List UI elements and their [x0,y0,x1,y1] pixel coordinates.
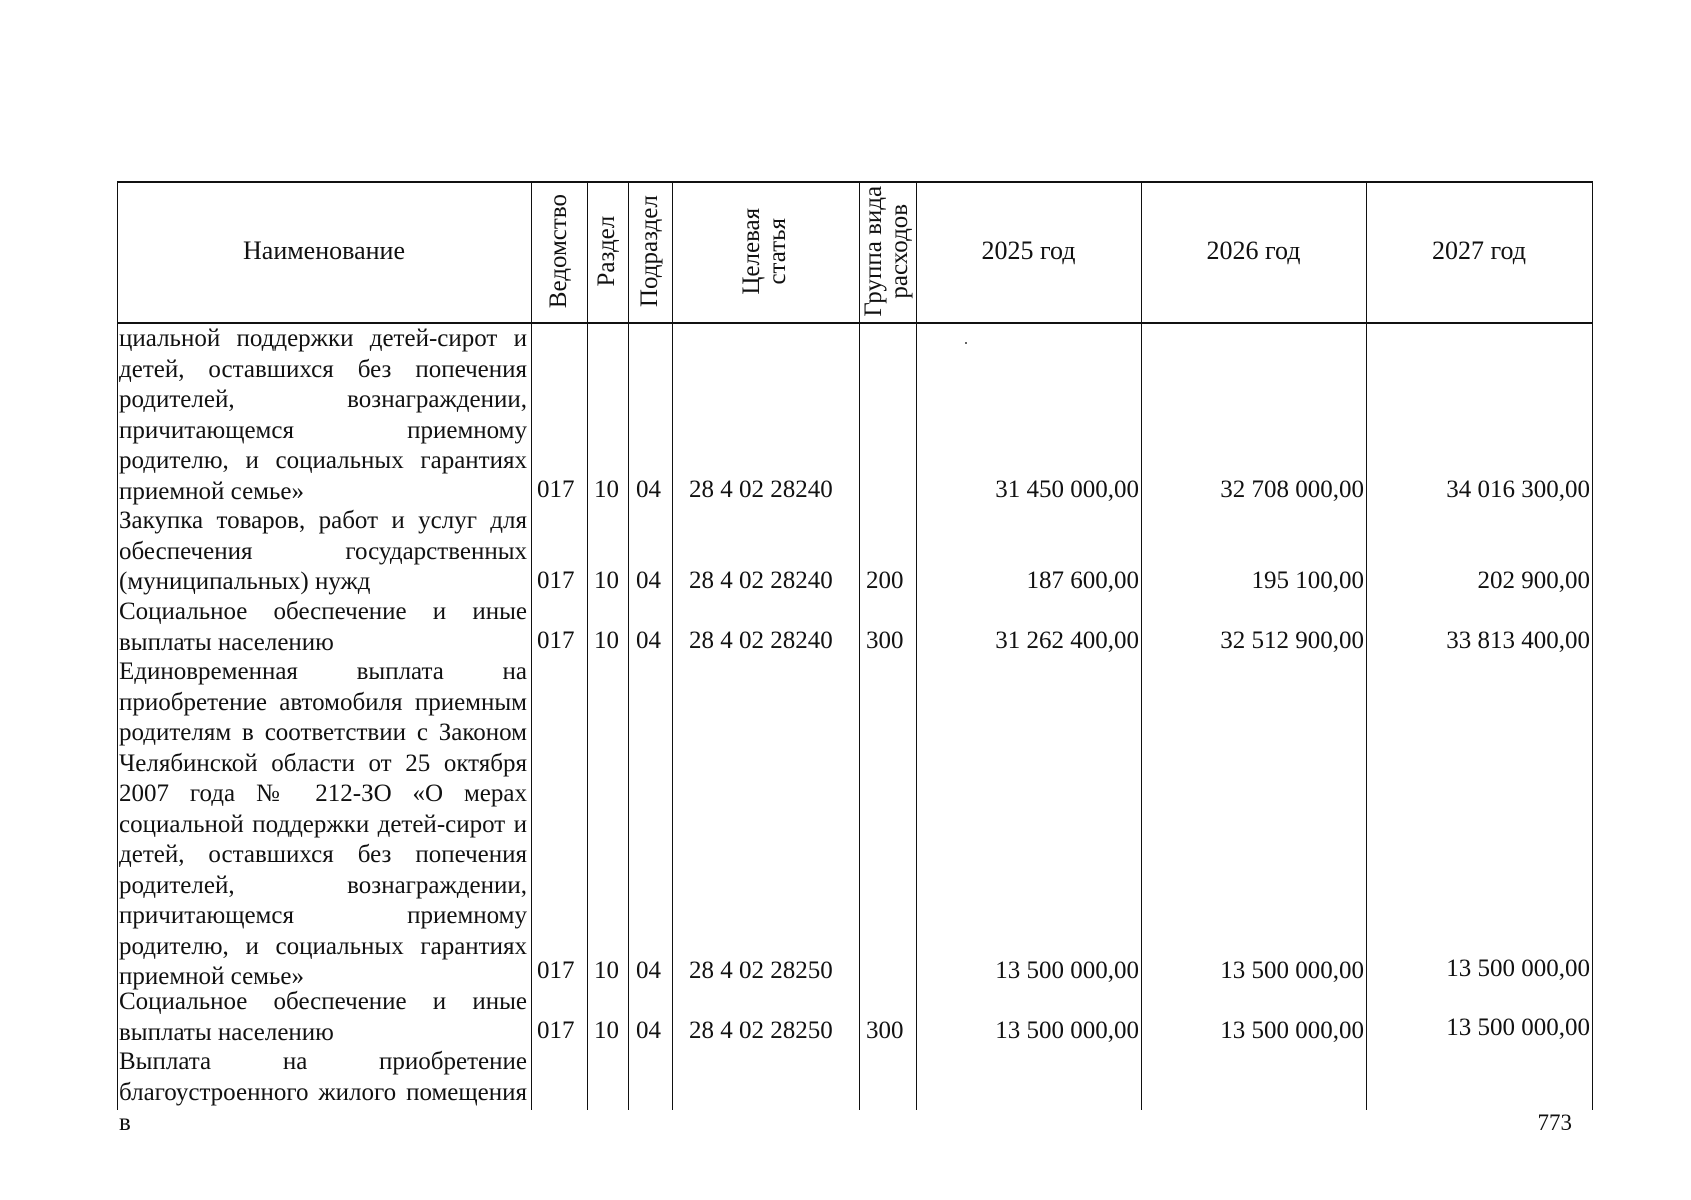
header-vedomstvo: Ведомство [544,194,572,309]
row-group: 300 [866,1017,904,1044]
header-2025: 2025 год [981,236,1076,266]
row-razdel: 10 [594,476,619,503]
row-vedomstvo: 017 [537,567,575,594]
row-target: 28 4 02 28240 [689,476,833,503]
row-name: Социальное обеспечение и иные выплаты населению [119,988,527,1046]
row-razdel: 10 [594,567,619,594]
row-name: Выплата на приобретение благоустроенного жилого помещения в [119,1048,527,1136]
row-group: 200 [866,567,904,594]
row-2027: 34 016 300,00 [1446,476,1590,503]
row-razdel: 10 [594,957,619,984]
header-name: Наименование [243,236,405,266]
header-razdel: Раздел [593,216,621,287]
row-target: 28 4 02 28250 [689,957,833,984]
row-group: 300 [866,627,904,654]
scan-speck [965,342,967,344]
row-target: 28 4 02 28240 [689,567,833,594]
row-name: Единовременная выплата на приобретение автомобиля приемным родителям в соответствии с Законом Челябинской области от 25 октября 2007 года № 212-ЗО «О мерах социальной поддержки детей-сирот и детей, оставшихся без попечения родителей, вознаграждении, причитающемся приемному родителю, и социальных гарантиях приемной семье» [119,658,527,990]
row-vedomstvo: 017 [537,627,575,654]
header-target-article: Целевая статья [738,208,792,295]
row-2025: 31 262 400,00 [995,627,1139,654]
row-podrazdel: 04 [636,627,661,654]
row-2026: 32 708 000,00 [1220,476,1364,503]
row-2026: 13 500 000,00 [1220,1017,1364,1044]
row-target: 28 4 02 28240 [689,627,833,654]
header-expense-group: Группа вида расходов [860,186,914,317]
row-2026: 195 100,00 [1251,567,1364,594]
row-podrazdel: 04 [636,567,661,594]
row-target: 28 4 02 28250 [689,1017,833,1044]
row-vedomstvo: 017 [537,1017,575,1044]
row-podrazdel: 04 [636,476,661,503]
row-2026: 13 500 000,00 [1220,957,1364,984]
page-number: 773 [1537,1110,1572,1135]
row-podrazdel: 04 [636,957,661,984]
row-vedomstvo: 017 [537,476,575,503]
row-name: Социальное обеспечение и иные выплаты населению [119,598,527,656]
header-podrazdel: Подраздел [635,195,663,308]
header-2027: 2027 год [1432,236,1526,266]
row-podrazdel: 04 [636,1017,661,1044]
row-2027: 202 900,00 [1477,567,1590,594]
row-2025: 13 500 000,00 [995,1017,1139,1044]
row-2026: 32 512 900,00 [1220,627,1364,654]
table-border-right [1592,181,1593,1110]
row-2027: 33 813 400,00 [1446,627,1590,654]
row-2025: 13 500 000,00 [995,957,1139,984]
row-vedomstvo: 017 [537,957,575,984]
row-razdel: 10 [594,1017,619,1044]
row-2027: 13 500 000,00 [1446,955,1590,982]
row-2025: 31 450 000,00 [995,476,1139,503]
row-2025: 187 600,00 [1026,567,1139,594]
row-name: циальной поддержки детей-сирот и детей, оставшихся без попечения родителей, вознаграждении, причитающемся приемному родителю, и социальных гарантиях приемной семье» [119,325,527,505]
row-name: Закупка товаров, работ и услуг для обеспечения государственных (муниципальных) нужд [119,507,527,595]
row-razdel: 10 [594,627,619,654]
row-2027: 13 500 000,00 [1446,1014,1590,1041]
header-2026: 2026 год [1206,236,1301,266]
